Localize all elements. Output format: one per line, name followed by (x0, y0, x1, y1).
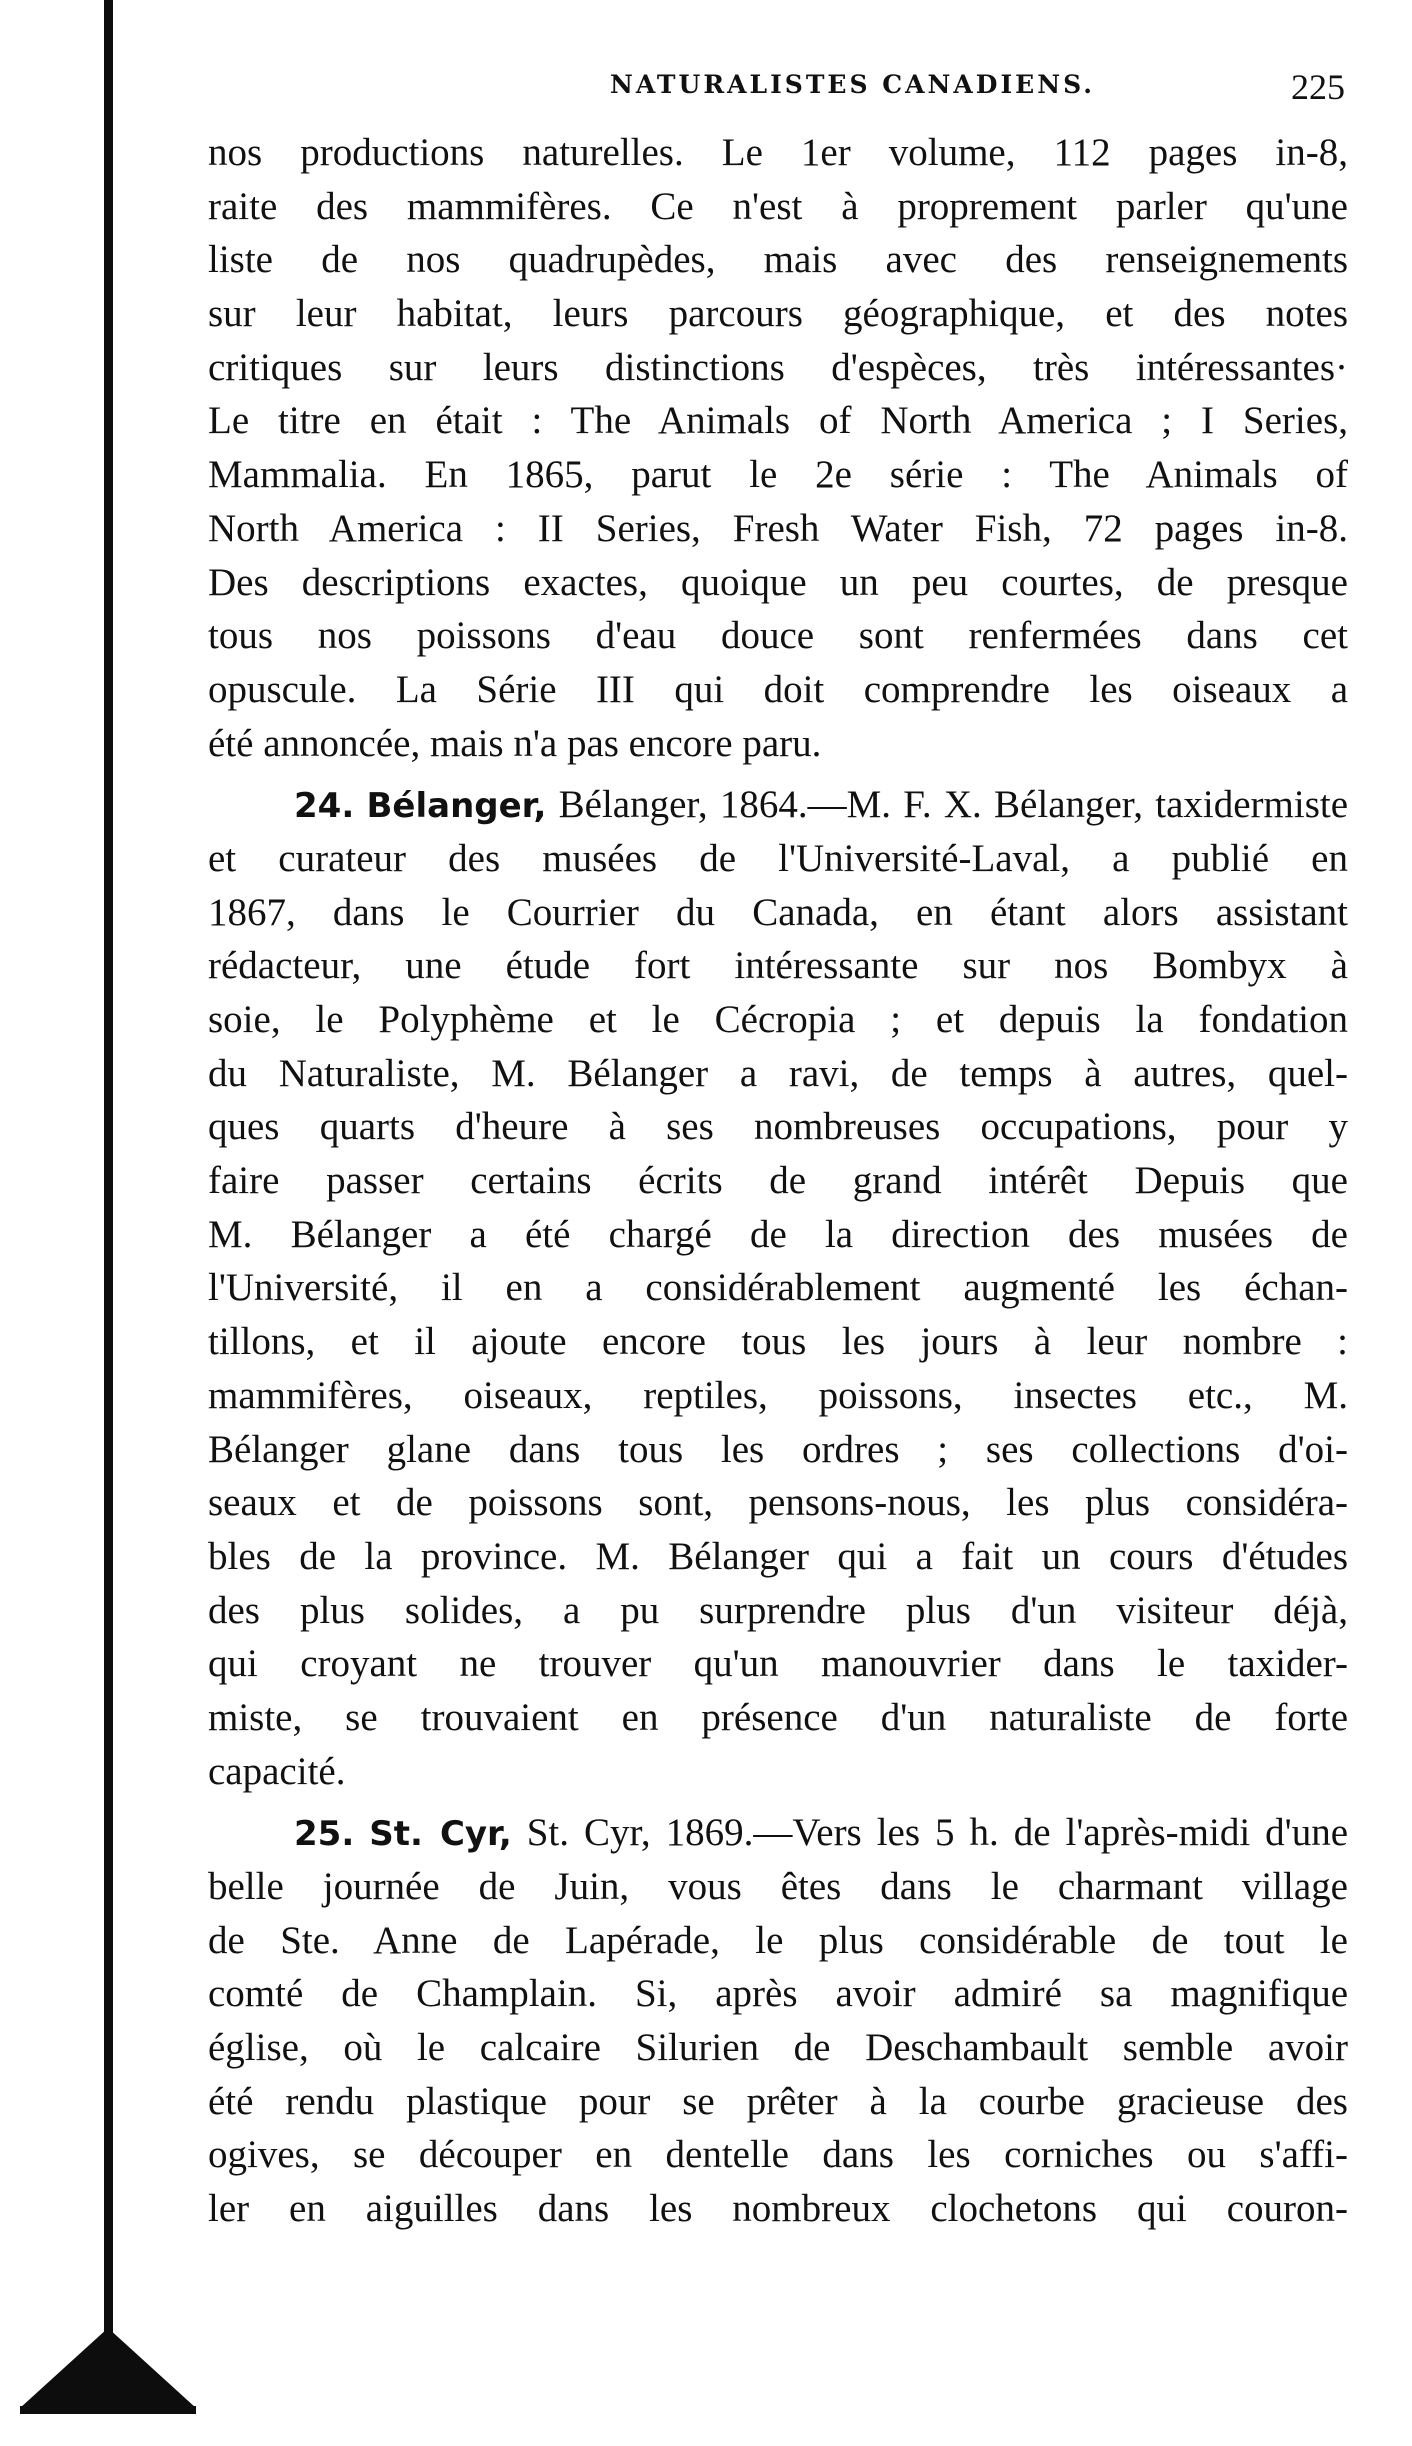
text-line: qui croyant ne trouver qu'un manouvrier dans le taxider- (208, 1642, 1348, 1686)
page-header (210, 67, 1345, 110)
text-line: sur leur habitat, leurs parcours géographique, et des notes (208, 292, 1348, 336)
page-body (208, 126, 1348, 2236)
entry-name: Bélanger, (366, 786, 547, 827)
text-line: tillons, et il ajoute encore tous les jours à leur nombre : (208, 1320, 1348, 1364)
text-line: ogives, se découper en dentelle dans les corniches ou s'affi- (208, 2133, 1348, 2177)
text-line: Le titre en était : The Animals of North America ; I Series, (208, 399, 1348, 443)
text-line: seaux et de poissons sont, pensons-nous, les plus considéra- (208, 1481, 1348, 1525)
text-line: tous nos poissons d'eau douce sont renfermées dans cet (208, 614, 1348, 658)
text-line: faire passer certains écrits de grand intérêt Depuis que (208, 1159, 1348, 1203)
binding-foot (20, 2328, 196, 2408)
text-line: capacité. (208, 1749, 346, 1793)
text-line: miste, se trouvaient en présence d'un naturaliste de forte (208, 1695, 1348, 1739)
text-line: bles de la province. M. Bélanger qui a fait un cours d'études (208, 1534, 1348, 1578)
text-line: été annoncée, mais n'a pas encore paru. (208, 721, 822, 765)
text-line: belle journée de Juin, vous êtes dans le charmant village (208, 1865, 1348, 1908)
text-line: 1867, dans le Courrier du Canada, en étant alors assistant (208, 890, 1348, 934)
binding-spine (104, 0, 113, 2400)
text-line: rédacteur, une étude fort intéressante sur nos Bombyx à (208, 944, 1348, 988)
entry-number: 24. (294, 786, 355, 827)
page-number: 225 (1291, 67, 1345, 107)
text-line: des plus solides, a pu surprendre plus d'un visiteur déjà, (208, 1588, 1348, 1632)
running-head: NATURALISTES CANADIENS. (610, 70, 1095, 99)
text-line: du Naturaliste, M. Bélanger a ravi, de temps à autres, quel- (208, 1051, 1348, 1095)
text-line: opuscule. La Série III qui doit comprendre les oiseaux a (208, 667, 1348, 711)
text-line: et curateur des musées de l'Université-Laval, a publié en (208, 836, 1348, 880)
text-line: église, où le calcaire Silurien de Deschambault semble avoir (208, 2026, 1348, 2070)
text-line: critiques sur leurs distinctions d'espèces, très intéressantes· (208, 345, 1348, 389)
text-line: North America : II Series, Fresh Water Fish, 72 pages in-8. (208, 506, 1348, 550)
text-line: St. Cyr, 1869.—Vers les 5 h. de l'après-midi d'une (526, 1811, 1348, 1855)
text-line: de Ste. Anne de Lapérade, le plus considérable de tout le (208, 1918, 1348, 1962)
text-line: été rendu plastique pour se prêter à la courbe gracieuse des (208, 2079, 1348, 2123)
text-line: raite des mammifères. Ce n'est à proprement parler qu'une (208, 184, 1348, 228)
text-line: comté de Champlain. Si, après avoir admiré sa magnifique (208, 1972, 1348, 2016)
text-line: ler en aiguilles dans les nombreux clochetons qui couron- (208, 2187, 1348, 2231)
entry-number: 25. (294, 1814, 355, 1855)
text-line: Des descriptions exactes, quoique un peu courtes, de presque (208, 560, 1348, 604)
text-line: M. Bélanger a été chargé de la direction des musées de (208, 1212, 1348, 1256)
entry-heading-line (208, 778, 1348, 832)
text-line: Bélanger, 1864.—M. F. X. Bélanger, taxidermiste (558, 783, 1348, 827)
entry-name: St. Cyr, (369, 1814, 512, 1855)
text-line: ques quarts d'heure à ses nombreuses occupations, pour y (208, 1105, 1348, 1149)
text-line: l'Université, il en a considérablement augmenté les échan- (208, 1266, 1348, 1310)
text-line: nos productions naturelles. Le 1er volume, 112 pages in-8, (208, 131, 1348, 174)
text-line: liste de nos quadrupèdes, mais avec des renseignements (208, 238, 1348, 282)
text-line: Bélanger glane dans tous les ordres ; ses collections d'oi- (208, 1427, 1348, 1471)
binding-base (20, 2406, 196, 2414)
text-line: soie, le Polyphème et le Cécropia ; et depuis la fondation (208, 998, 1348, 1041)
text-line: mammifères, oiseaux, reptiles, poissons, insectes etc., M. (208, 1373, 1348, 1417)
entry-heading-line (208, 1806, 1348, 1860)
text-line: Mammalia. En 1865, parut le 2e série : The Animals of (208, 453, 1348, 497)
